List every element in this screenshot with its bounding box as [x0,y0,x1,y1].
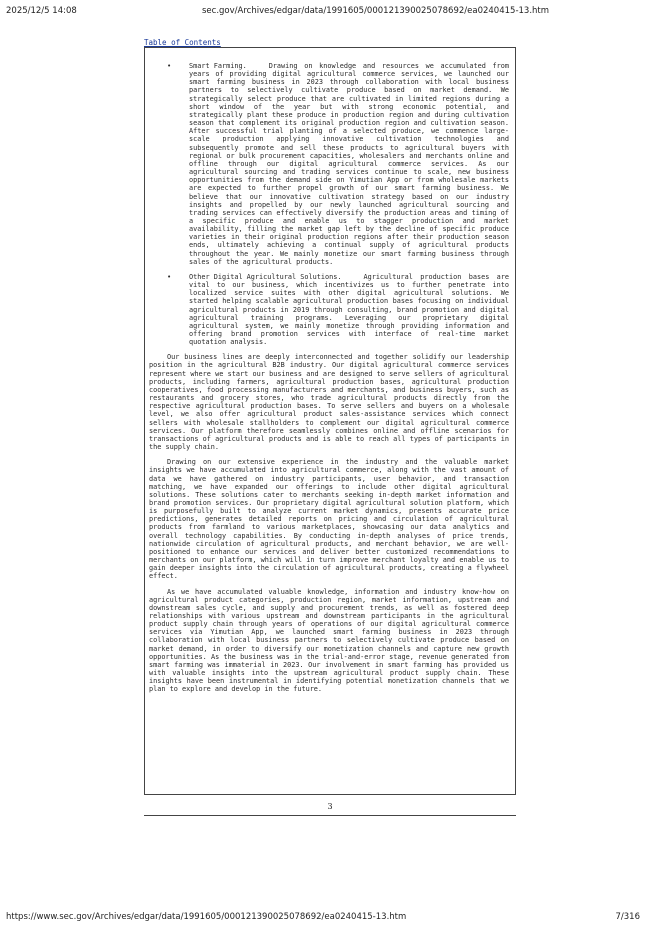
browser-print-header [6,6,656,20]
bullet-body: Agricultural production bases are vital to our business, which incentivizes us to further penetrate into localized service suites with other digital agricultural solutions. We started helping scalable agricultural production bases focusing on individual agricultural products in 2019 through consulting, brand promotion and digital agricultural training programs. Leveraging our proprietary digital agricultural system, we mainly monetize through providing information and offering brand promotion services with interface of real-time market quotation analysis. [189,272,509,347]
bullet-heading: Other Digital Agricultural Solutions. [189,272,342,281]
page-divider [144,815,516,816]
bullet-heading: Smart Farming. [189,62,247,70]
paragraph: As we have accumulated valuable knowledge, information and industry know-how on agricultural product categories, production region, market information, upstream and downstream sales cycle, and supply and procurement trends, as well as fostered deep relationships with various upstream and downstream participants in the agricultural product supply chain through years of operations of our digital agricultural commerce services via Yimutian App, we launched smart farming business in 2023 through collaboration with local business partners to selectively cultivate produce based on market demand, in order to diversify our monetization channels and capture new growth opportunities. As the business was in the trial-and-error stage, revenue generated from smart farming was immaterial in 2023. Our involvement in smart farming has provided us with valuable insights into the upstream agricultural product supply chain. These insights have been instrumental in identifying potential monetization channels that we plan to explore and develop in the future. [149,587,509,694]
print-page-title: sec.gov/Archives/edgar/data/1991605/000121390025078692/ea0240415-13.htm [202,6,550,16]
document-body [144,47,516,795]
bullet-text [189,273,509,346]
bullet-icon: • [167,272,172,281]
table-of-contents-link[interactable]: Table of Contents [144,38,221,47]
print-timestamp: 2025/12/5 14:08 [6,6,77,16]
paragraph: Drawing on our extensive experience in the industry and the valuable market insights we have accumulated into agricultural commerce, along with the vast amount of data we have gathered on industry participants, user behavior, and transaction matching, we have expanded our offerings to include other digital agricultural solutions. These solutions cater to merchants seeking in-depth market information and brand promotion services. Our proprietary digital agricultural solution platform, which is purposefully built to analyze current market dynamics, presents accurate price predictions, generates detailed reports on pricing and circulation of agricultural products from farmland to various marketplaces, showcasing our data analytics and overall technology capabilities. By conducting in-depth analyses of price trends, nationwide circulation of agricultural products, and merchant behavior, we are well-positioned to enhance our services and deliver better customized recommendations to merchants on our platform, which will in turn improve merchant loyalty and enable us to gain deeper insights into the circulation of agricultural products, creating a flywheel effect. [149,458,509,581]
print-footer-url: https://www.sec.gov/Archives/edgar/data/1991605/000121390025078692/ea0240415-13.htm [6,912,407,922]
bullet-body: Drawing on knowledge and resources we accumulated from years of providing digital agricultural commerce services, we launched our smart farming business in 2023 through collaboration with local business partners to selectively cultivate produce based on market demand. We strategically select produce that are cultivated in limited regions during a short window of the year but with strong economic potential, and strategically plant these produce in production region and during cultivation season that complement its original production region and cultivation season. After successful trial planting of a selected produce, we commence large-scale production applying innovative cultivation technologies and subsequently promote and sell these products to agricultural buyers with regional or bulk procurement capacities, wholesalers and merchants online and offline through our digital agricultural commerce services. As our agricultural sourcing and trading services continue to scale, new business opportunities from the demand side on Yimutian App or from wholesale markets are expected to further propel growth of our smart farming business. We believe that our innovative cultivation strategy based on our industry insights and propelled by our newly launched agricultural sourcing and trading services can effectively diversify the production areas and timing of a specific produce and enable us to stagger production and market availability, filling the market gap left by the decline of specific produce varieties in their original production regions after their production season ends, ultimately achieving a continual supply of agricultural products throughout the year. We mainly monetize our smart farming business through sales of the agricultural products. [189,62,509,266]
print-page-counter: 7/316 [615,912,640,922]
browser-print-footer [6,912,656,926]
bullet-icon: • [167,62,172,70]
paragraph: Our business lines are deeply interconnected and together solidify our leadership position in the agricultural B2B industry. Our digital agricultural commerce services represent where we start our business and are designed to serve sellers of agricultural products, including farmers, agricultural production bases, agricultural production cooperatives, food processing manufacturers and merchants, and business buyers, such as restaurants and grocery stores, who trade agricultural products directly from the respective agricultural production bases. To serve sellers and buyers on a wholesale level, we also offer agricultural product sales-assistance services which connect sellers with wholesale stallholders to complement our digital agricultural commerce services. Our platform therefore seamlessly combines online and offline scenarios for transactions of agricultural products and is able to reach all types of participants in the supply chain. [149,353,509,452]
page-number: 3 [327,802,333,811]
bullet-text [189,62,509,266]
bullet-other-digital-solutions [167,273,509,346]
bullet-smart-farming [167,62,509,266]
